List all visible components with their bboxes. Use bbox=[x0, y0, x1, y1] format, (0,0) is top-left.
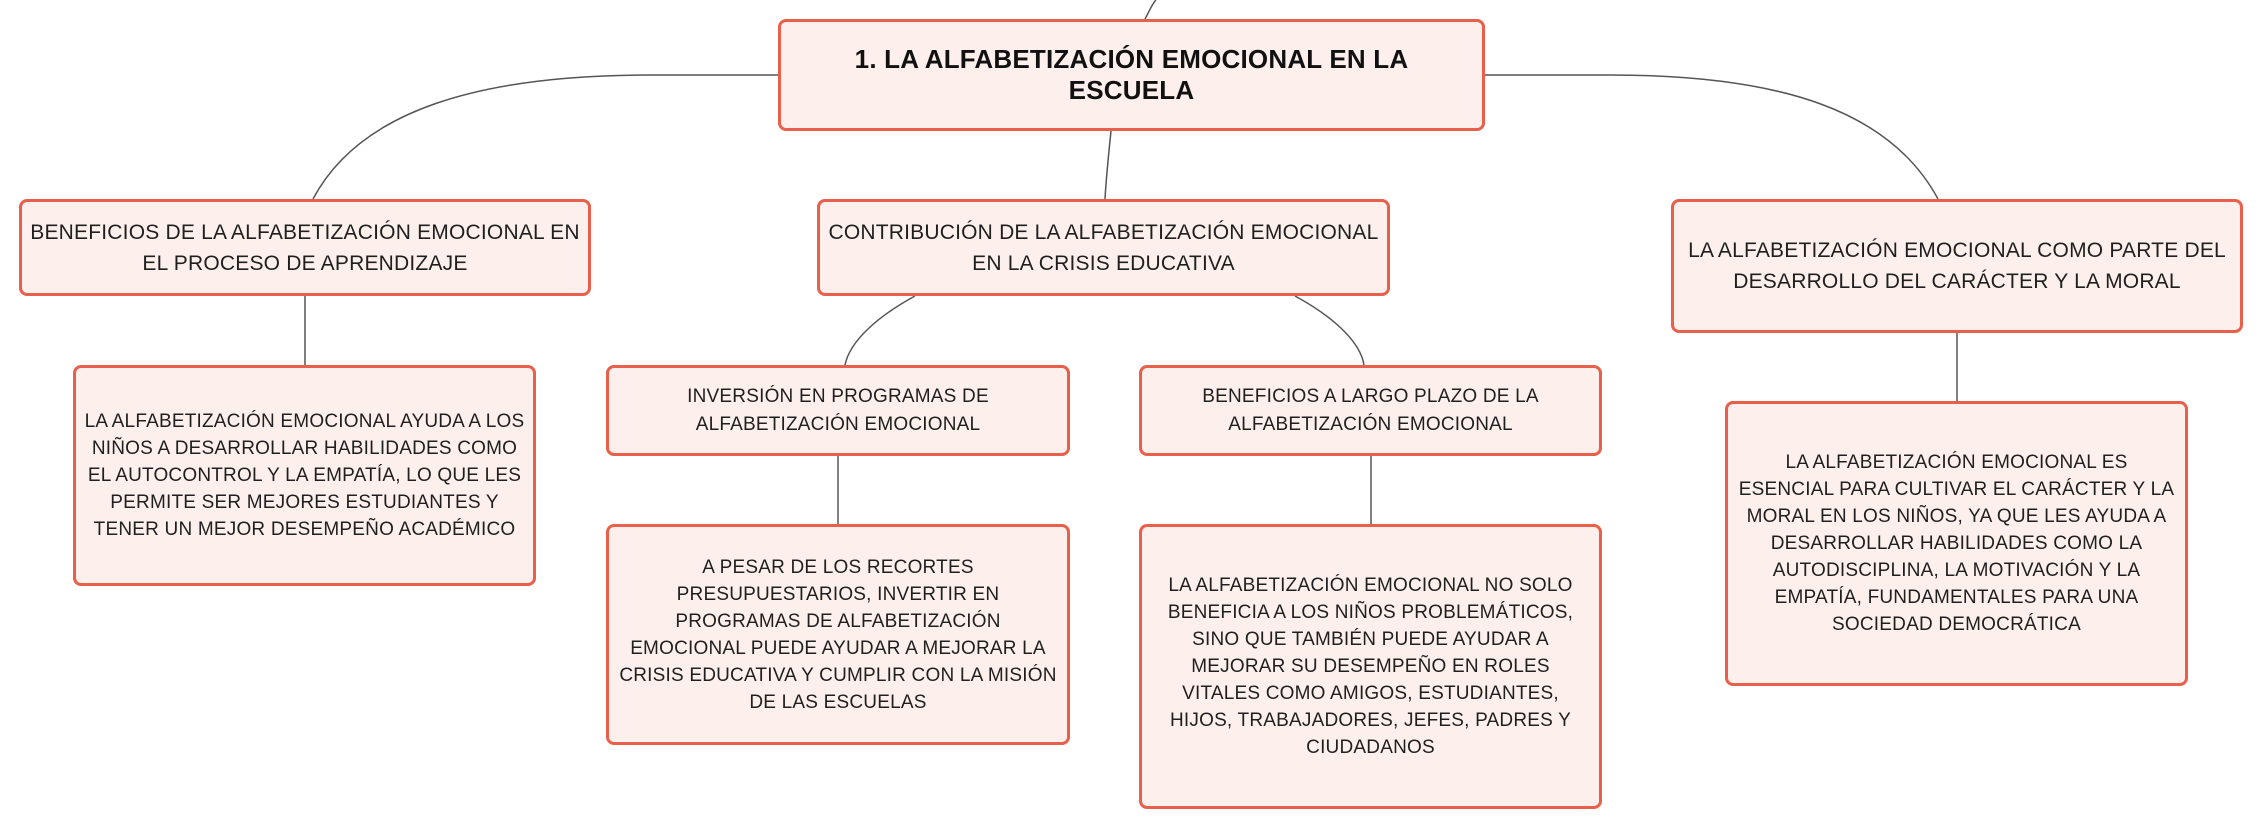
subtopic-inversion-label: INVERSIÓN EN PROGRAMAS DE ALFABETIZACIÓN EMOCIONAL bbox=[687, 385, 989, 435]
subtopic-largo-plazo-label: BENEFICIOS A LARGO PLAZO DE LA ALFABETIZACIÓN EMOCIONAL bbox=[1202, 385, 1539, 435]
topic-beneficios-label: BENEFICIOS DE LA ALFABETIZACIÓN EMOCIONAL EN EL PROCESO DE APRENDIZAJE bbox=[30, 220, 580, 275]
connector-root-beneficios bbox=[313, 75, 778, 199]
detail-largo-plazo-text: LA ALFABETIZACIÓN EMOCIONAL NO SOLO BENEFICIA A LOS NIÑOS PROBLEMÁTICOS, SINO QUE TAMBIÉN PUEDE AYUDAR A MEJORAR SU DESEMPEÑO EN ROLES VITALES COMO AMIGOS, ESTUDIANTES, HIJOS, TRABAJADORES, JEFES, PADRES Y CIUDADANOS bbox=[1167, 575, 1574, 758]
central-topic-label: 1. LA ALFABETIZACIÓN EMOCIONAL EN LA ESCUELA bbox=[854, 44, 1409, 105]
detail-largo-plazo[interactable] bbox=[1139, 524, 1602, 809]
detail-inversion-text: A PESAR DE LOS RECORTES PRESUPUESTARIOS, INVERTIR EN PROGRAMAS DE ALFABETIZACIÓN EMOCIONAL PUEDE AYUDAR A MEJORAR LA CRISIS EDUCATIVA Y CUMPLIR CON LA MISIÓN DE LAS ESCUELAS bbox=[619, 556, 1057, 713]
topic-contribucion[interactable] bbox=[817, 199, 1390, 296]
detail-beneficios[interactable] bbox=[73, 365, 536, 586]
connector-root-caracter bbox=[1485, 75, 1938, 199]
connector-contribucion-inversion bbox=[845, 296, 915, 365]
connector-root-parent bbox=[1145, 0, 1156, 19]
connector-contribucion-largo bbox=[1295, 296, 1364, 365]
topic-caracter-label: LA ALFABETIZACIÓN EMOCIONAL COMO PARTE DEL DESARROLLO DEL CARÁCTER Y LA MORAL bbox=[1688, 239, 2226, 293]
detail-inversion[interactable] bbox=[606, 524, 1070, 745]
connector-root-contribucion bbox=[1105, 131, 1111, 199]
topic-contribucion-label: CONTRIBUCIÓN DE LA ALFABETIZACIÓN EMOCIONAL EN LA CRISIS EDUCATIVA bbox=[828, 220, 1379, 275]
subtopic-inversion[interactable] bbox=[606, 365, 1070, 456]
detail-caracter[interactable] bbox=[1725, 401, 2188, 686]
central-topic[interactable] bbox=[778, 19, 1485, 131]
detail-caracter-text: LA ALFABETIZACIÓN EMOCIONAL ES ESENCIAL PARA CULTIVAR EL CARÁCTER Y LA MORAL EN LOS NIÑOS, YA QUE LES AYUDA A DESARROLLAR HABILIDADES COMO LA AUTODISCIPLINA, LA MOTIVACIÓN Y LA EMPATÍA, FUNDAMENTALES PARA UNA SOCIEDAD DEMOCRÁTICA bbox=[1738, 452, 2175, 635]
topic-beneficios[interactable] bbox=[19, 199, 591, 296]
topic-caracter[interactable] bbox=[1671, 199, 2243, 333]
detail-beneficios-text: LA ALFABETIZACIÓN EMOCIONAL AYUDA A LOS NIÑOS A DESARROLLAR HABILIDADES COMO EL AUTOCONTROL Y LA EMPATÍA, LO QUE LES PERMITE SER MEJORES ESTUDIANTES Y TENER UN MEJOR DESEMPEÑO ACADÉMICO bbox=[84, 411, 525, 540]
subtopic-largo-plazo[interactable] bbox=[1139, 365, 1602, 456]
